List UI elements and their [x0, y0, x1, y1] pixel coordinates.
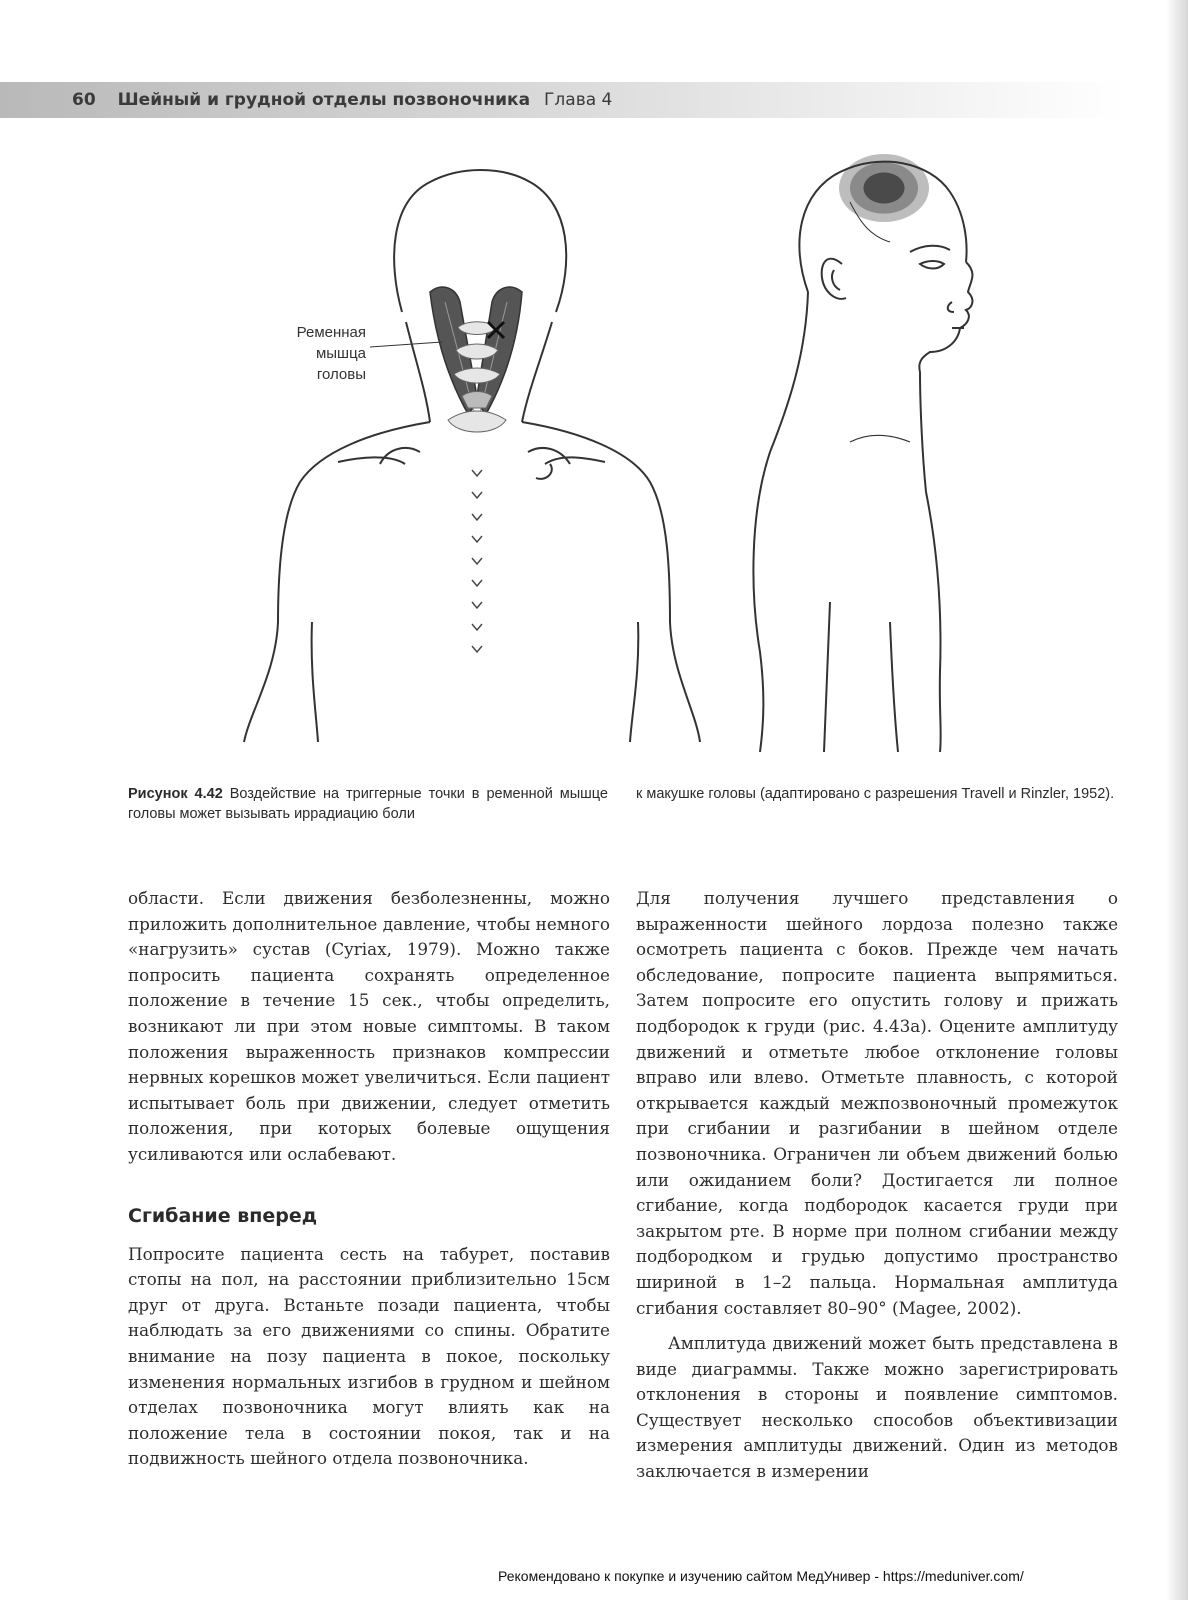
figure-caption-right: к макушке головы (адаптировано с разрешения Travell и Rinzler, 1952).	[636, 786, 1115, 802]
label-leader-line	[370, 342, 442, 347]
running-header	[72, 90, 612, 110]
caption-left-text: Воздействие на триггерные точки в ременной мышце головы может вызывать иррадиацию боли	[128, 786, 608, 822]
right-paragraph-1: Для получения лучшего представления о выраженности шейного лордоза полезно также осмотреть пациента с боков. Прежде чем начать обследование, попросите пациента выпрямиться. Затем попросите его опустить голову и прижать подбородок к груди (рис. 4.43а). Оцените амплитуду движений и отметьте любое отклонение головы вправо или влево. Отметьте плавность, с которой открывается каждый межпозвоночный промежуток при сгибании и разгибании в шейном отделе позвоночника. Ограничен ли объем движений болью или ожиданием боли? Достигается ли полное сгибание, когда подбородок касается груди при закрытом рте. В норме при полном сгибании между подбородком и грудью допустимо пространство шириной в 1–2 пальца. Нормальная амплитуда сгибания составляет 80–90° (Magee, 2002).	[636, 888, 1118, 1318]
left-column	[128, 886, 610, 1472]
left-paragraph-2: Попросите пациента сесть на табурет, поставив стопы на пол, на расстоянии приблизительно 15см друг от друга. Встаньте позади пациента, чтобы наблюдать за его движениями со спины. Обратите внимание на позу пациента в покое, поскольку изменения нормальных изгибов в грудном и шейном отделах позвоночника могут влиять как на положение тела в состоянии покоя, так и на подвижность шейного отдела позвоночника.	[128, 1243, 610, 1469]
section-title: Шейный и грудной отделы позвоночника	[117, 90, 531, 110]
page-edge-shading	[1166, 0, 1188, 1600]
back-view-figure	[244, 170, 700, 742]
page-number: 60	[72, 90, 96, 110]
figure-label-splenius: Ременная мышца головы	[296, 324, 366, 383]
right-column	[636, 886, 1118, 1485]
chapter-label: Глава 4	[544, 90, 613, 110]
anatomy-illustration	[230, 152, 990, 752]
pain-referral-zone	[839, 154, 929, 222]
figure-4-42	[230, 152, 990, 752]
section-heading: Сгибание вперед	[128, 1204, 318, 1227]
side-view-figure	[753, 154, 972, 752]
left-paragraph-1: области. Если движения безболезненны, можно приложить дополнительное давление, чтобы немного «нагрузить» сустав (Cyriax, 1979). Можно также попросить пациента сохранять определенное положение в течение 15 сек., чтобы определить, возникают ли при этом новые симптомы. В таком положения выраженность признаков компрессии нервных корешков может увеличиться. Если пациент испытывает боль при движении, следует отметить положения, при которых болевые ощущения усиливаются или ослабевают.	[128, 888, 610, 1164]
caption-prefix: Рисунок 4.42	[128, 786, 223, 802]
figure-caption-left	[128, 784, 608, 824]
spinous-process-marks	[472, 470, 482, 652]
footer-watermark: Рекомендовано к покупке и изучению сайтом МедУнивер - https://meduniver.com/	[498, 1568, 1024, 1584]
splenius-capitis-muscles	[430, 287, 522, 432]
right-paragraph-2: Амплитуда движений может быть представлена в виде диаграммы. Также можно зарегистрировать отклонения в стороны и появление симптомов. Существует несколько способов объективизации измерения амплитуды движений. Один из методов заключается в измерении	[636, 1333, 1118, 1482]
